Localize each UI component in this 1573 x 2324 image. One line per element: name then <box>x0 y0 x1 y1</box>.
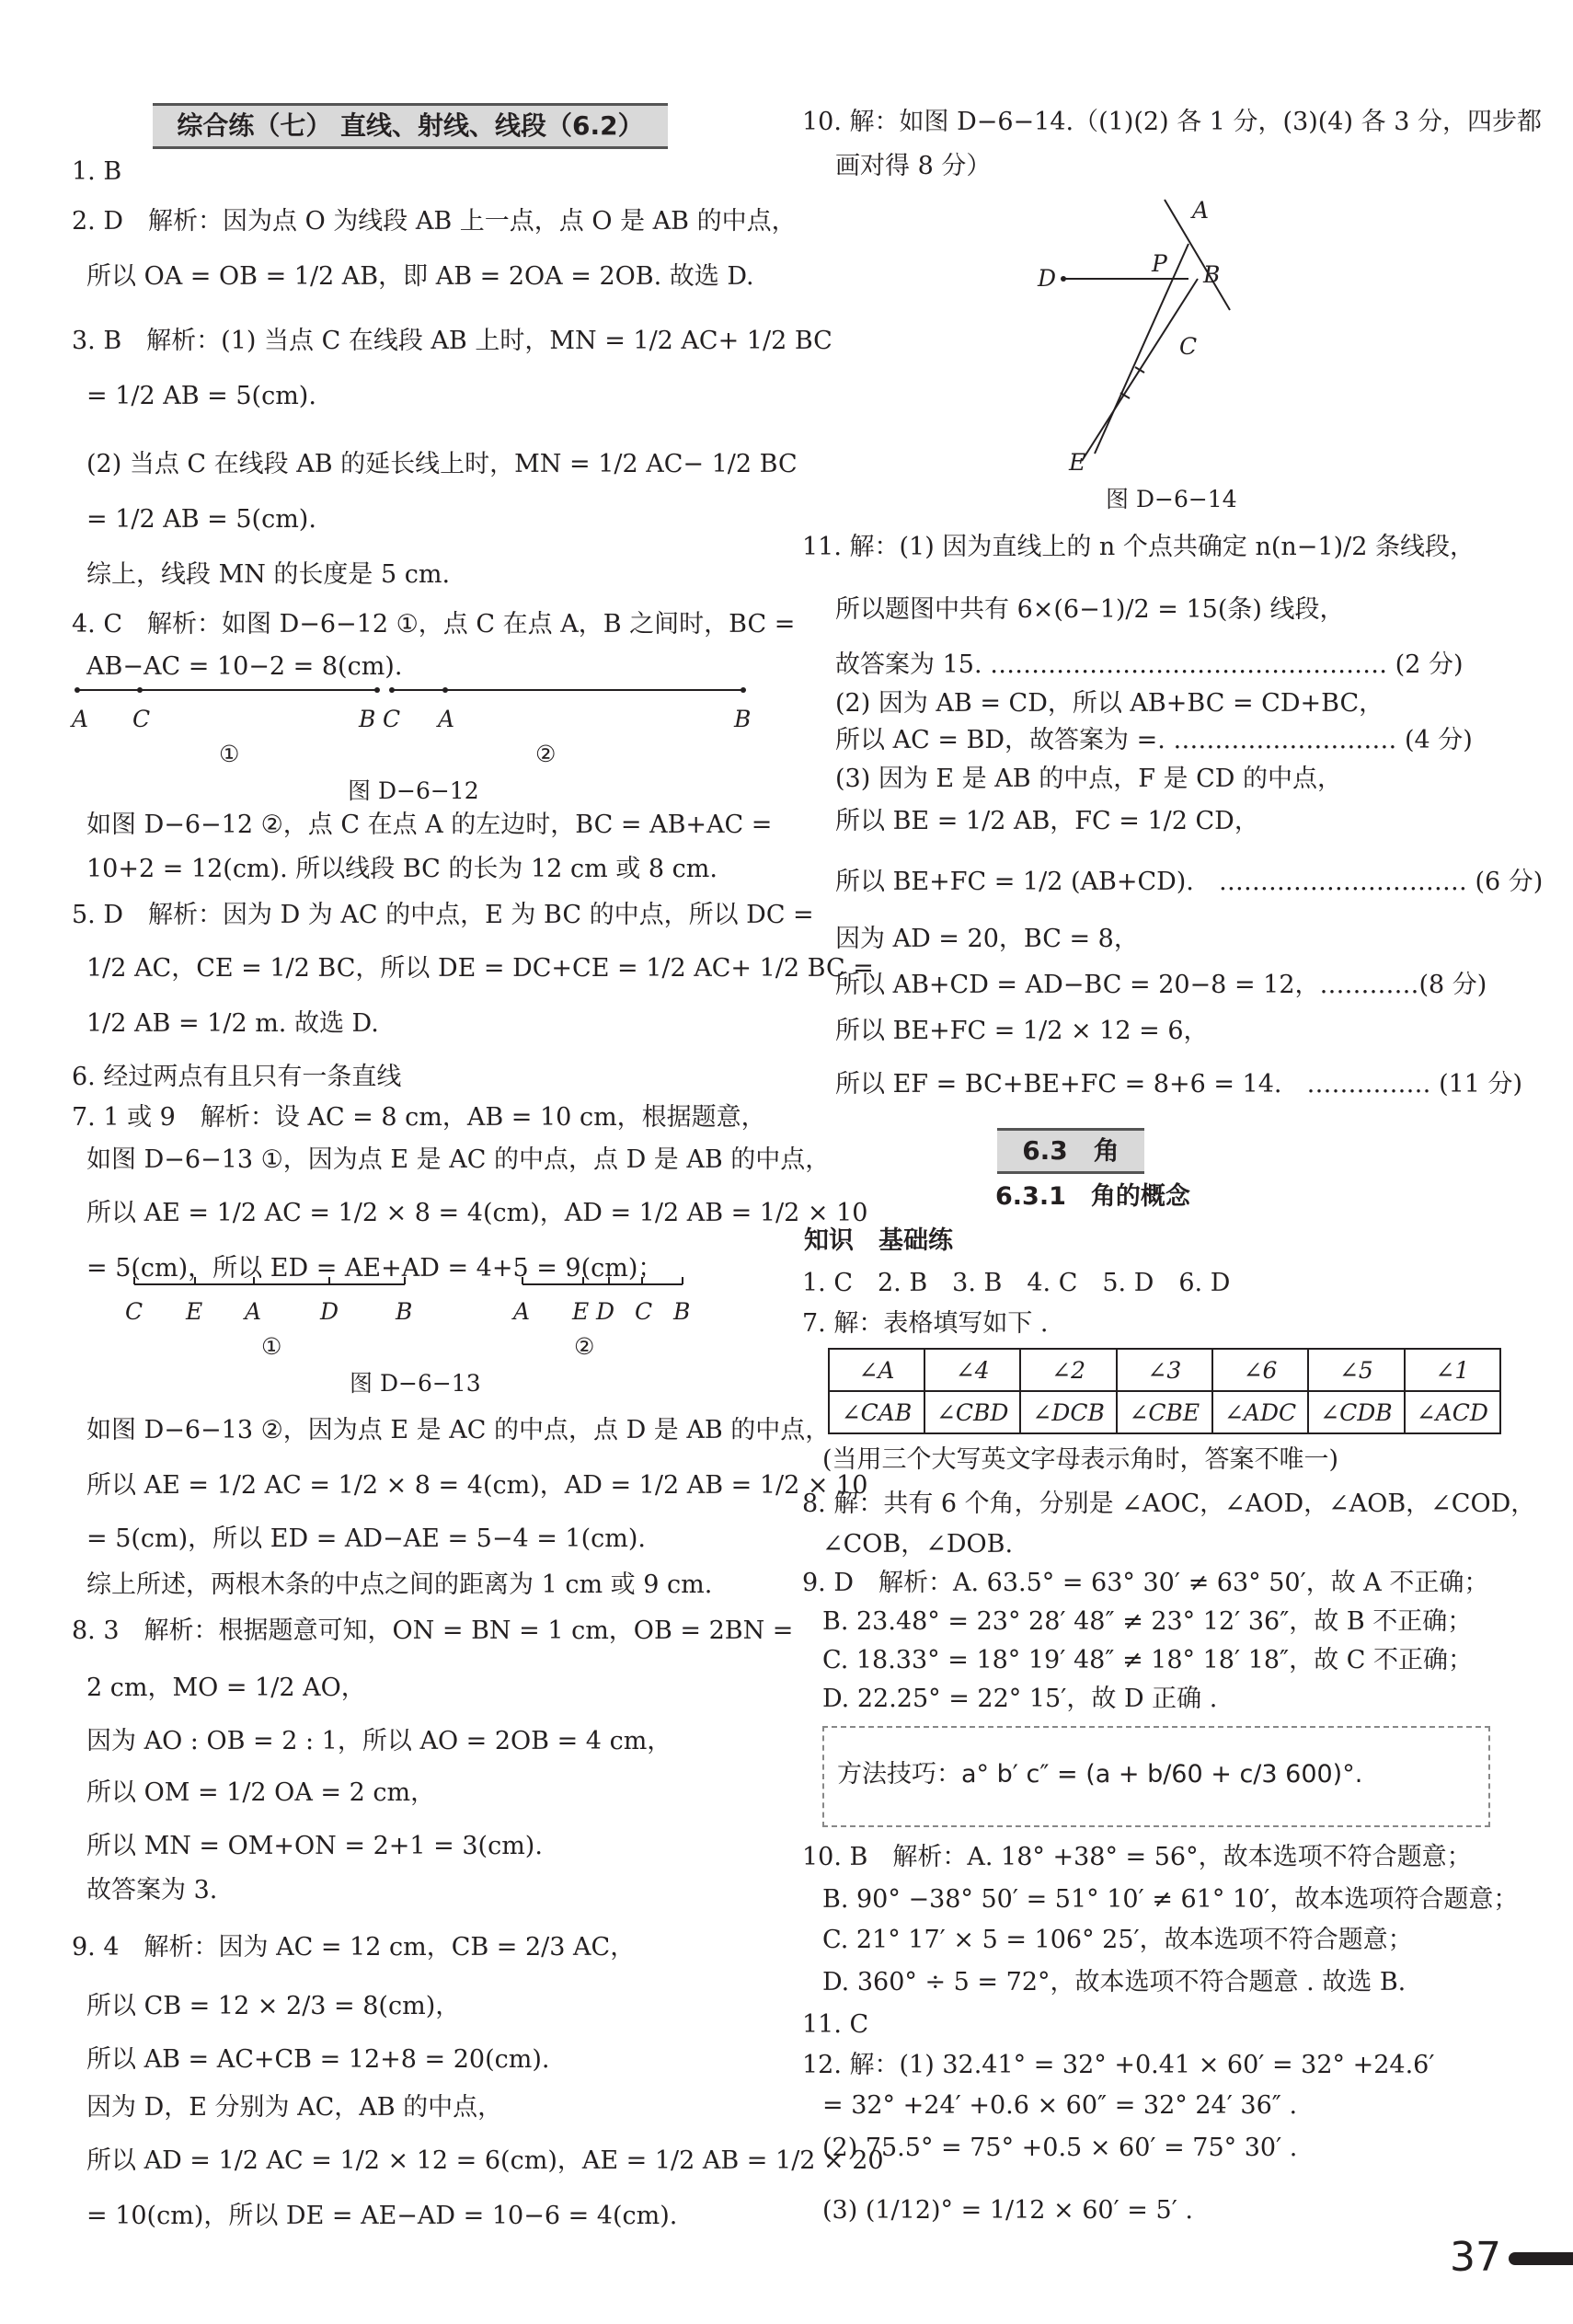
text-line: 故答案为 15. ………………………………………… (2 分) <box>835 650 1464 679</box>
knowledge-label: 知识 基础练 <box>804 1226 953 1255</box>
angle-table-row-1 <box>829 1349 1500 1391</box>
fig14-label-d: D <box>1038 265 1057 292</box>
text-line: = 10(cm)，所以 DE = AE−AD = 10−6 = 4(cm). <box>86 2202 678 2230</box>
text-line: 9. D 解析：A. 63.5° = 63° 30′ ≠ 63° 50′，故 A 不正确； <box>802 1569 1489 1597</box>
text-line: ∠COB，∠DOB. <box>822 1530 1014 1559</box>
text-line: AB−AC = 10−2 = 8(cm). <box>86 652 403 681</box>
text-line: 1. C 2. B 3. B 4. C 5. D 6. D <box>802 1269 1231 1297</box>
text-line: 所以 AD = 1/2 AC = 1/2 × 12 = 6(cm)，AE = 1/2 AB = 1/2 × 20 <box>86 2146 884 2175</box>
fig13-label-b1: B <box>396 1298 413 1325</box>
angle-table-cell: ∠ADC <box>1212 1391 1308 1433</box>
text-line: 6. 经过两点有且只有一条直线 <box>72 1063 402 1091</box>
text-line: (2) 因为 AB = CD，所以 AB+BC = CD+BC， <box>835 689 1384 718</box>
text-line: (当用三个大写英文字母表示角时，答案不唯一) <box>822 1445 1339 1474</box>
text-line: 9. 4 解析：因为 AC = 12 cm，CB = 2/3 AC， <box>72 1933 636 1962</box>
fig13-label-e2: E <box>572 1298 590 1325</box>
fig12-point-c2 <box>389 687 395 693</box>
method-tip-box <box>822 1726 1490 1827</box>
fig14-label-p: P <box>1152 250 1167 277</box>
fig13-label-e1: E <box>186 1298 203 1325</box>
text-line: C. 21° 17′ × 5 = 106° 25′，故本选项不符合题意； <box>822 1926 1413 1954</box>
angle-table-row-2 <box>829 1391 1500 1433</box>
text-line: = 32° +24′ +0.6 × 60″ = 32° 24′ 36″ . <box>822 2091 1298 2120</box>
angle-table-cell: ∠A <box>829 1349 924 1391</box>
text-line: 所以 BE+FC = 1/2 (AB+CD). ………………………… (6 分) <box>835 868 1544 896</box>
fig12-label-c2: C <box>383 706 401 732</box>
fig12-point-b2 <box>741 687 746 693</box>
fig12-point-b1 <box>374 687 380 693</box>
text-line: 画对得 8 分） <box>835 152 992 180</box>
text-line: 4. C 解析：如图 D−6−12 ①，点 C 在点 A，B 之间时，BC = <box>72 610 796 639</box>
text-line: 1. B <box>72 157 122 186</box>
text-line: 综上所述，两根木条的中点之间的距离为 1 cm 或 9 cm. <box>86 1570 713 1599</box>
text-line: 所以 AE = 1/2 AC = 1/2 × 8 = 4(cm)，AD = 1/2 AB = 1/2 × 10 <box>86 1471 868 1500</box>
angle-table-cell: ∠6 <box>1212 1349 1308 1391</box>
text-line: 3. B 解析：(1) 当点 C 在线段 AB 上时，MN = 1/2 AC+ 1/2 BC <box>72 327 832 355</box>
text-line: 所以 AB+CD = AD−BC = 20−8 = 12，…………(8 分) <box>835 971 1487 999</box>
text-line: 1/2 AC，CE = 1/2 BC，所以 DE = DC+CE = 1/2 AC+ 1/2 BC = <box>86 954 874 983</box>
fig14-caption: 图 D−6−14 <box>1106 486 1237 512</box>
fig12-mark-2: ② <box>535 741 557 767</box>
text-line: 所以 MN = OM+ON = 2+1 = 3(cm). <box>86 1832 543 1860</box>
page-number-bar <box>1509 2252 1573 2265</box>
text-line: 10. B 解析：A. 18° +38° = 56°，故本选项不符合题意； <box>802 1843 1472 1871</box>
fig14-label-a: A <box>1192 197 1210 224</box>
text-line: (3) (1/12)° = 1/12 × 60′ = 5′ . <box>822 2196 1193 2225</box>
text-line: 如图 D−6−12 ②，点 C 在点 A 的左边时，BC = AB+AC = <box>86 811 773 839</box>
method-tip-text: 方法技巧：a° b′ c″ = (a + b/60 + c/3 600)°. <box>837 1760 1363 1789</box>
text-line: 8. 3 解析：根据题意可知，ON = BN = 1 cm，OB = 2BN = <box>72 1616 794 1645</box>
angle-table-cell: ∠DCB <box>1020 1391 1116 1433</box>
section-header-6-3: 6.3 角 <box>997 1128 1144 1174</box>
fig12-label-b1: B <box>359 706 376 732</box>
fig12-point-a2 <box>442 687 448 693</box>
figure-d-6-13 <box>72 1273 762 1411</box>
angle-table <box>828 1348 1501 1434</box>
text-line: (2) 当点 C 在线段 AB 的延长线上时，MN = 1/2 AC− 1/2 BC <box>86 450 798 478</box>
text-line: 11. 解：(1) 因为直线上的 n 个点共确定 n(n−1)/2 条线段， <box>802 533 1475 561</box>
text-line: D. 22.25° = 22° 15′，故 D 正确 . <box>822 1685 1218 1713</box>
text-line: 所以 CB = 12 × 2/3 = 8(cm)， <box>86 1992 461 2020</box>
angle-table-cell: ∠3 <box>1117 1349 1212 1391</box>
text-line: (3) 因为 E 是 AB 的中点，F 是 CD 的中点， <box>835 765 1342 793</box>
text-line: 所以 AC = BD，故答案为 =. ……………………… (4 分) <box>835 726 1473 754</box>
text-line: 所以 BE+FC = 1/2 × 12 = 6， <box>835 1017 1209 1045</box>
fig13-label-d1: D <box>320 1298 339 1325</box>
text-line: C. 18.33° = 18° 19′ 48″ ≠ 18° 18′ 18″，故 C 不正确； <box>822 1646 1473 1674</box>
fig13-label-a1: A <box>245 1298 262 1325</box>
fig13-label-c2: C <box>635 1298 653 1325</box>
text-line: = 5(cm)，所以 ED = AE+AD = 4+5 = 9(cm)； <box>86 1254 663 1283</box>
fig14-label-e: E <box>1069 449 1086 476</box>
fig13-label-d2: D <box>596 1298 615 1325</box>
text-line: 所以题图中共有 6×(6−1)/2 = 15(条) 线段， <box>835 595 1345 624</box>
angle-table-cell: ∠CAB <box>829 1391 924 1433</box>
text-line: (2) 75.5° = 75° +0.5 × 60′ = 75° 30′ . <box>822 2134 1298 2162</box>
text-line: 2. D 解析：因为点 O 为线段 AB 上一点，点 O 是 AB 的中点， <box>72 207 797 236</box>
angle-table-cell: ∠4 <box>924 1349 1020 1391</box>
text-line: 11. C <box>802 2010 869 2039</box>
angle-table-cell: ∠ACD <box>1405 1391 1500 1433</box>
fig12-label-a2: A <box>438 706 455 732</box>
fig12-label-b2: B <box>734 706 752 732</box>
angle-table-cell: ∠CBD <box>924 1391 1020 1433</box>
text-line: 所以 AB = AC+CB = 12+8 = 20(cm). <box>86 2045 550 2074</box>
text-line: 如图 D−6−13 ①，因为点 E 是 AC 的中点，点 D 是 AB 的中点， <box>86 1145 831 1174</box>
fig13-label-a2: A <box>513 1298 531 1325</box>
text-line: 所以 OM = 1/2 OA = 2 cm， <box>86 1778 436 1807</box>
text-line: 所以 BE = 1/2 AB，FC = 1/2 CD， <box>835 807 1259 835</box>
text-line: 5. D 解析：因为 D 为 AC 的中点，E 为 BC 的中点，所以 DC = <box>72 901 814 929</box>
text-line: 8. 解：共有 6 个角，分别是 ∠AOC，∠AOD，∠AOB，∠COD， <box>802 1490 1536 1518</box>
text-line: 所以 OA = OB = 1/2 AB，即 AB = 2OA = 2OB. 故选 D. <box>86 262 754 291</box>
angle-table-cell: ∠CBE <box>1117 1391 1212 1433</box>
fig14-label-c: C <box>1179 333 1198 360</box>
angle-table-cell: ∠1 <box>1405 1349 1500 1391</box>
angle-table-cell: ∠5 <box>1308 1349 1404 1391</box>
fig12-label-a1: A <box>72 706 89 732</box>
fig12-point-a1 <box>75 687 80 693</box>
text-line: = 1/2 AB = 5(cm). <box>86 382 316 410</box>
fig13-label-c1: C <box>125 1298 144 1325</box>
text-line: B. 90° −38° 50′ = 51° 10′ ≠ 61° 10′，故本选项符合题意； <box>822 1885 1519 1914</box>
fig12-mark-1: ① <box>219 741 240 767</box>
text-line: 因为 AO : OB = 2 : 1，所以 AO = 2OB = 4 cm， <box>86 1727 672 1755</box>
text-line: 因为 D，E 分别为 AC，AB 的中点， <box>86 2093 503 2122</box>
angle-table-cell: ∠CDB <box>1308 1391 1404 1433</box>
fig13-caption: 图 D−6−13 <box>350 1370 481 1397</box>
subsection-title: 6.3.1 角的概念 <box>995 1182 1190 1211</box>
text-line: 所以 AE = 1/2 AC = 1/2 × 8 = 4(cm)，AD = 1/2 AB = 1/2 × 10 <box>86 1199 868 1227</box>
text-line: 故答案为 3. <box>86 1876 218 1904</box>
text-line: 所以 EF = BC+BE+FC = 8+6 = 14. …………… (11 分) <box>835 1070 1523 1099</box>
fig14-line-pc <box>1095 244 1188 454</box>
fig12-caption: 图 D−6−12 <box>348 777 479 804</box>
text-line: 因为 AD = 20，BC = 8， <box>835 925 1139 953</box>
fig12-point-c1 <box>137 687 143 693</box>
text-line: 10. 解：如图 D−6−14.（(1)(2) 各 1 分，(3)(4) 各 3 分，四步都 <box>802 108 1542 136</box>
text-line: 7. 1 或 9 解析：设 AC = 8 cm，AB = 10 cm，根据题意， <box>72 1103 766 1132</box>
left-section-header: 综合练（七） 直线、射线、线段（6.2） <box>153 103 668 149</box>
text-line: 12. 解：(1) 32.41° = 32° +0.41 × 60′ = 32° +24.6′ <box>802 2051 1435 2079</box>
text-line: B. 23.48° = 23° 28′ 48″ ≠ 23° 12′ 36″，故 B 不正确； <box>822 1607 1473 1636</box>
text-line: 综上，线段 MN 的长度是 5 cm. <box>86 560 451 589</box>
fig14-label-b: B <box>1203 261 1221 288</box>
text-line: 10+2 = 12(cm). 所以线段 BC 的长为 12 cm 或 8 cm. <box>86 855 718 883</box>
text-line: 1/2 AB = 1/2 m. 故选 D. <box>86 1009 379 1038</box>
text-line: = 5(cm)，所以 ED = AD−AE = 5−4 = 1(cm). <box>86 1524 646 1553</box>
text-line: 2 cm，MO = 1/2 AO， <box>86 1674 366 1702</box>
text-line: D. 360° ÷ 5 = 72°，故本选项不符合题意 . 故选 B. <box>822 1968 1407 1996</box>
text-line: 7. 解：表格填写如下 . <box>802 1309 1049 1338</box>
page-number: 37 <box>1450 2234 1501 2281</box>
text-line: = 1/2 AB = 5(cm). <box>86 505 316 534</box>
fig13-mark-1: ① <box>261 1333 282 1360</box>
fig13-label-b2: B <box>673 1298 691 1325</box>
text-line: 如图 D−6−13 ②，因为点 E 是 AC 的中点，点 D 是 AB 的中点， <box>86 1416 831 1444</box>
fig13-mark-2: ② <box>574 1333 595 1360</box>
angle-table-cell: ∠2 <box>1020 1349 1116 1391</box>
fig12-label-c1: C <box>132 706 151 732</box>
figure-d-6-12 <box>72 681 762 819</box>
figure-d-6-14 <box>1032 189 1271 520</box>
